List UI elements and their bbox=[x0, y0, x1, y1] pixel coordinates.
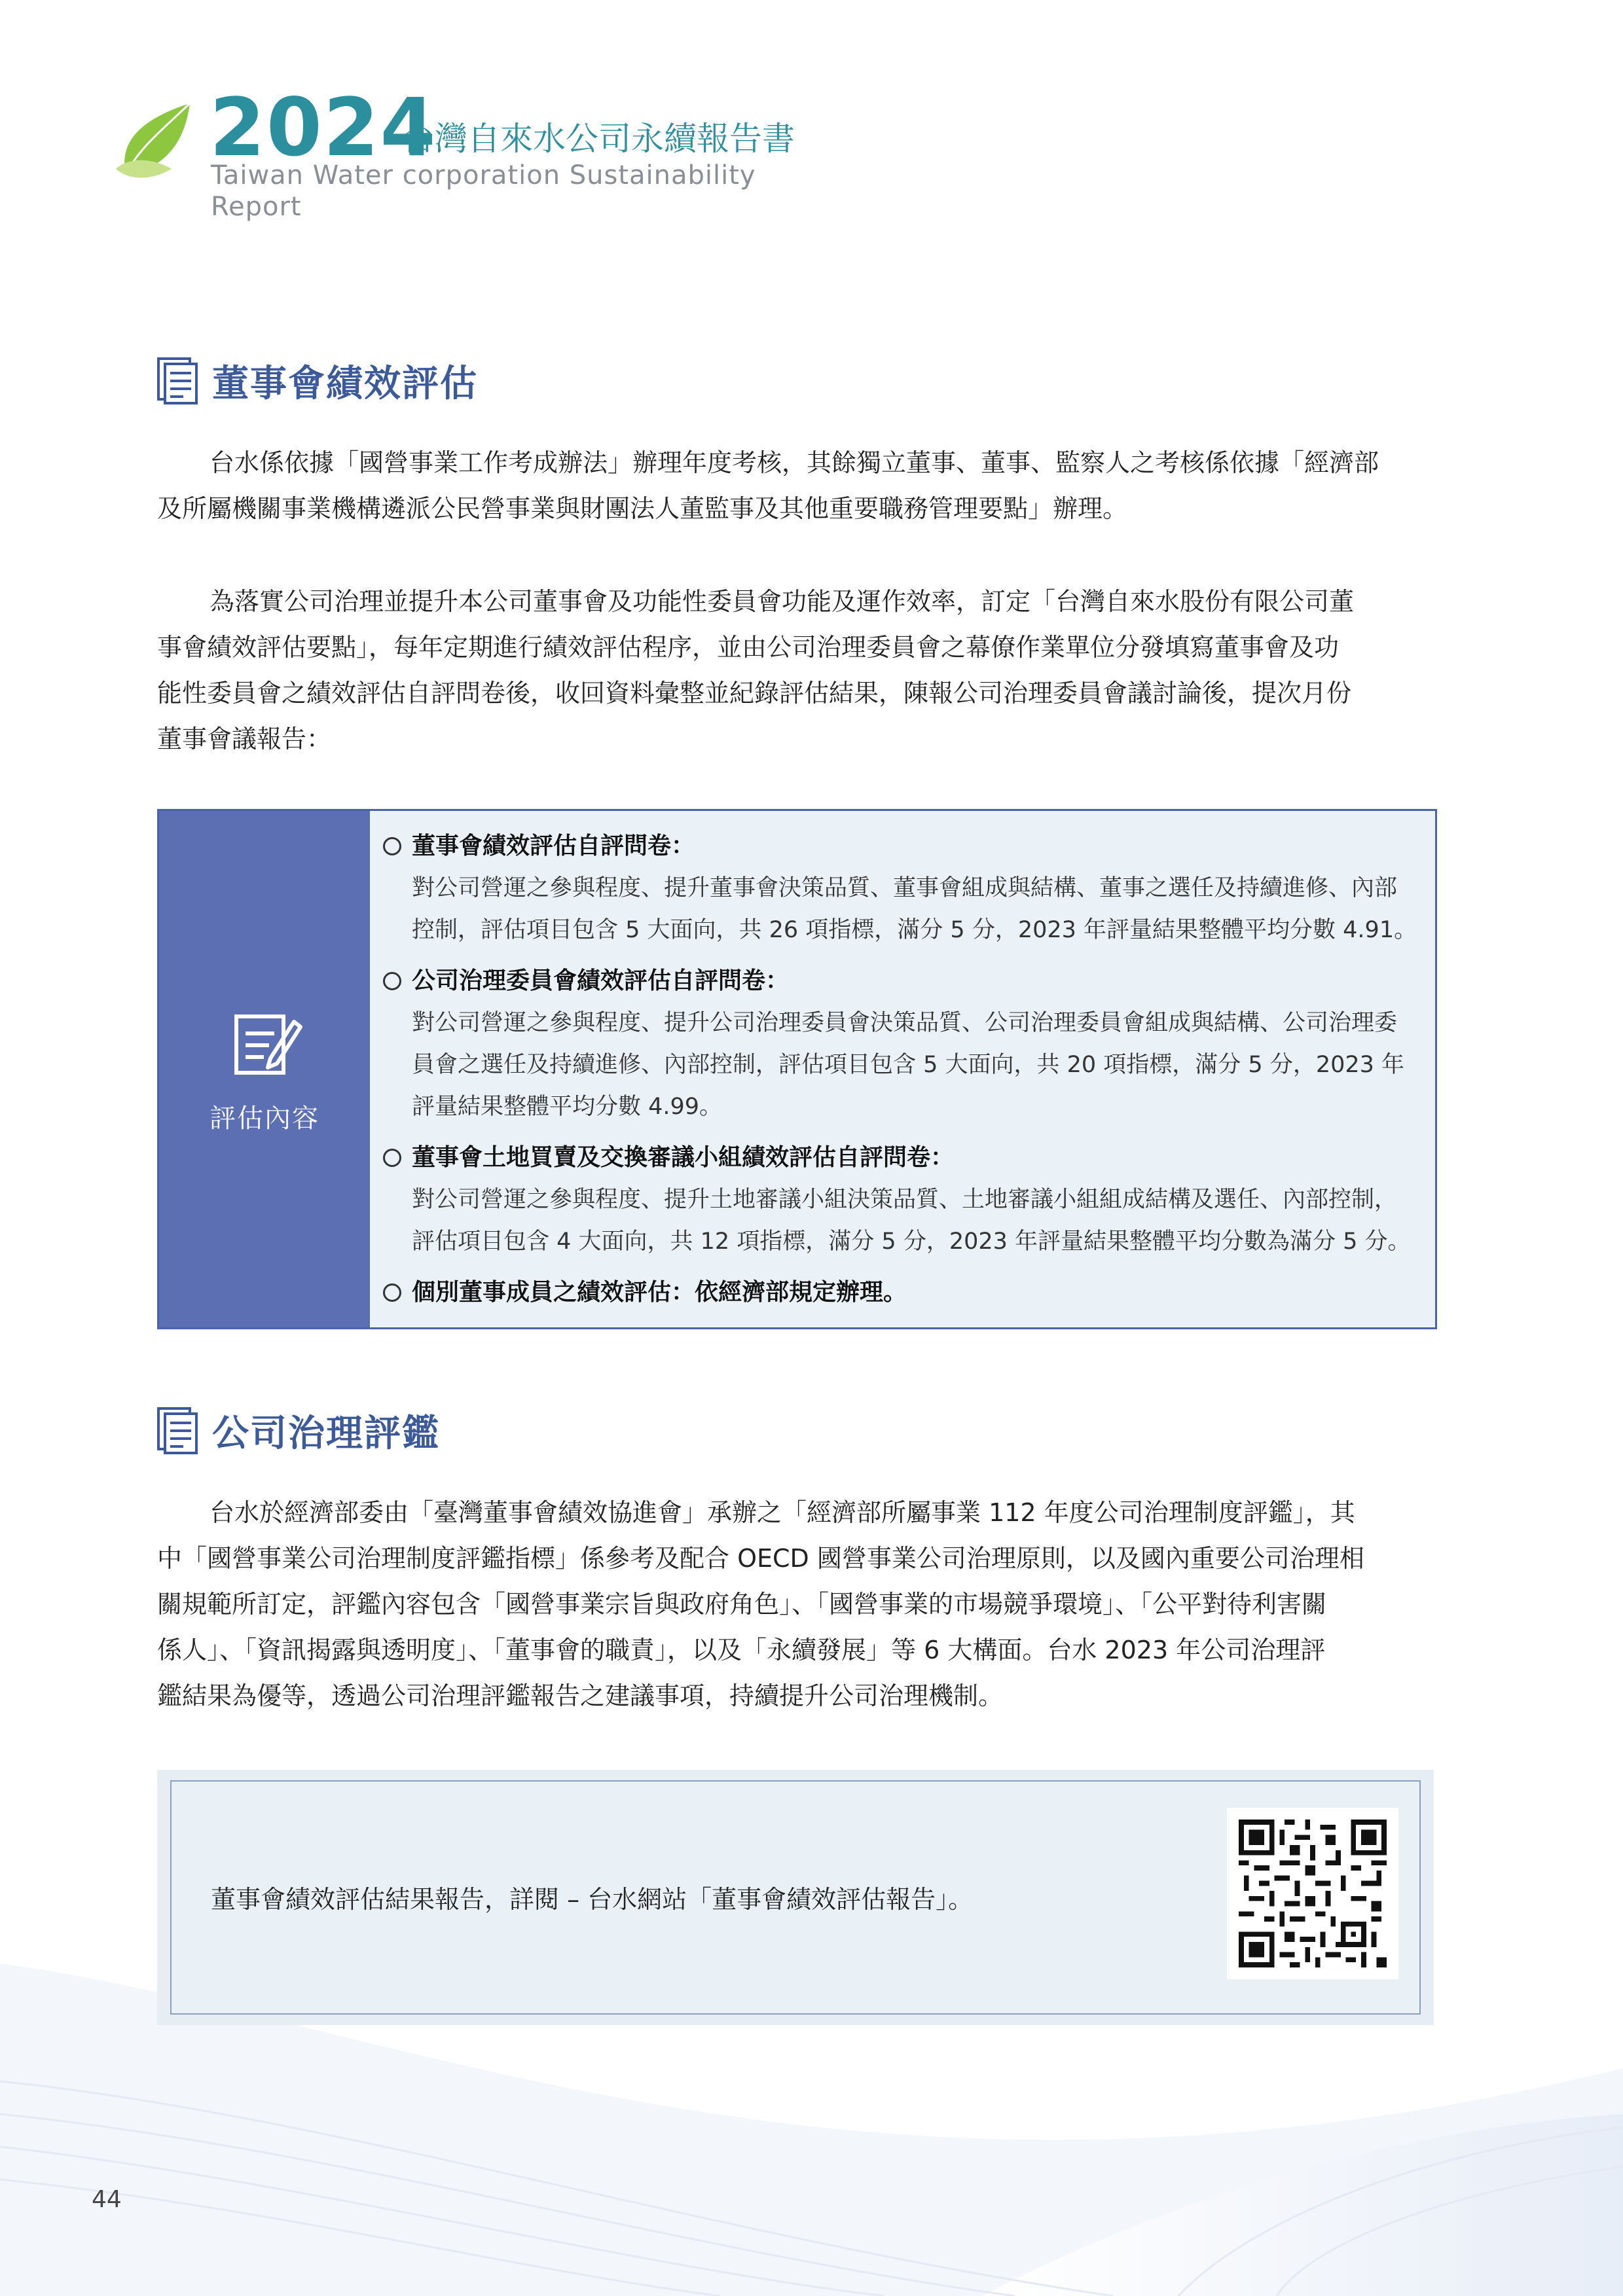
evaluation-items-list bbox=[383, 825, 1424, 1323]
page-number: 44 bbox=[92, 2186, 122, 2213]
paragraph-line: 關規範所訂定，評鑑內容包含「國營事業宗旨與政府角色」、「國營事業的市場競爭環境」、「公平對待利害關 bbox=[157, 1590, 1327, 1619]
paragraph-assessment-basis bbox=[157, 440, 1432, 531]
paragraph-line: 為落實公司治理並提升本公司董事會及功能性委員會功能及運作效率，訂定「台灣自來水股份有限公司董 bbox=[210, 587, 1355, 616]
list-item bbox=[383, 1272, 1424, 1314]
item-line: 評估項目包含 4 大面向，共 12 項指標，滿分 5 分，2023 年評量結果整體平均分數為滿分 5 分。 bbox=[412, 1229, 1411, 1255]
report-link-text[interactable]: 董事會績效評估結果報告，詳閱 – 台水網站「董事會績效評估報告」。 bbox=[211, 1885, 974, 1914]
item-line: 對公司營運之參與程度、提升董事會決策品質、董事會組成與結構、董事之選任及持續進修、內部 bbox=[412, 875, 1398, 901]
paragraph-line: 鑑結果為優等，透過公司治理評鑑報告之建議事項，持續提升公司治理機制。 bbox=[157, 1681, 1004, 1710]
paragraph-line: 中「國營事業公司治理制度評鑑指標」係參考及配合 OECD 國營事業公司治理原則，以及國內重要公司治理相 bbox=[157, 1544, 1364, 1573]
item-heading: 公司治理委員會績效評估自評問卷： bbox=[412, 967, 790, 994]
evaluation-label-panel bbox=[159, 811, 370, 1327]
circle-bullet-icon bbox=[383, 1283, 401, 1302]
paragraph-line: 台水於經濟部委由「臺灣董事會績效協進會」承辦之「經濟部所屬事業 112 年度公司治理制度評鑑」，其 bbox=[210, 1498, 1355, 1527]
section-title-board-evaluation bbox=[157, 355, 478, 407]
evaluation-label: 評估內容 bbox=[210, 1103, 319, 1134]
item-line: 對公司營運之參與程度、提升土地審議小組決策品質、土地審議小組組成結構及選任、內部控制， bbox=[412, 1187, 1398, 1213]
item-heading: 董事會績效評估自評問卷： bbox=[412, 833, 695, 859]
report-header bbox=[113, 81, 833, 222]
paragraph-line: 董事會議報告： bbox=[157, 725, 332, 753]
paragraph-line: 事會績效評估要點」，每年定期進行績效評估程序，並由公司治理委員會之幕僚作業單位分發填寫董事會及功 bbox=[157, 633, 1340, 662]
section-title-governance-evaluation bbox=[157, 1405, 440, 1457]
item-line: 評量結果整體平均分數 4.99。 bbox=[412, 1094, 723, 1120]
paragraph-line: 及所屬機關事業機構遴派公民營事業與財團法人董監事及其他重要職務管理要點」辦理。 bbox=[157, 494, 1128, 523]
paragraph-governance-evaluation bbox=[157, 1490, 1432, 1719]
document-icon bbox=[157, 1407, 198, 1454]
report-link-box bbox=[157, 1770, 1434, 2025]
report-year: 2024 bbox=[210, 81, 437, 174]
list-item bbox=[383, 825, 1424, 951]
report-title-zh: 台灣自來水公司永續報告書 bbox=[402, 120, 795, 158]
item-line: 對公司營運之參與程度、提升公司治理委員會決策品質、公司治理委員會組成與結構、公司治理委 bbox=[412, 1010, 1398, 1036]
item-line: 員會之選任及持續進修、內部控制，評估項目包含 5 大面向，共 20 項指標，滿分 5 分，2023 年 bbox=[412, 1052, 1405, 1078]
edit-document-icon bbox=[231, 1007, 303, 1079]
paragraph-line: 能性委員會之績效評估自評問卷後，收回資料彙整並紀錄評估結果，陳報公司治理委員會議討論後，提次月份 bbox=[157, 679, 1352, 708]
item-line: 控制，評估項目包含 5 大面向，共 26 項指標，滿分 5 分，2023 年評量結果整體平均分數 4.91。 bbox=[412, 917, 1417, 943]
section-heading: 公司治理評鑑 bbox=[212, 1412, 440, 1455]
circle-bullet-icon bbox=[383, 1149, 401, 1167]
report-link-inner bbox=[170, 1780, 1421, 2015]
qr-code-frame[interactable] bbox=[1227, 1808, 1398, 1979]
qr-code[interactable] bbox=[1239, 1820, 1387, 1967]
item-heading: 個別董事成員之績效評估：依經濟部規定辦理。 bbox=[412, 1279, 907, 1306]
circle-bullet-icon bbox=[383, 972, 401, 990]
evaluation-content-box bbox=[157, 809, 1437, 1329]
section-heading: 董事會績效評估 bbox=[212, 363, 478, 405]
document-icon bbox=[157, 357, 198, 404]
paragraph-evaluation-procedure bbox=[157, 579, 1432, 762]
item-heading: 董事會土地買賣及交換審議小組績效評估自評問卷： bbox=[412, 1144, 955, 1171]
circle-bullet-icon bbox=[383, 837, 401, 855]
list-item bbox=[383, 1137, 1424, 1263]
leaf-logo-icon bbox=[113, 97, 198, 182]
list-item bbox=[383, 960, 1424, 1128]
paragraph-line: 係人」、「資訊揭露與透明度」、「董事會的職責」，以及「永續發展」等 6 大構面。台水 2023 年公司治理評 bbox=[157, 1636, 1326, 1664]
report-title-en: Taiwan Water corporation Sustainability Report bbox=[211, 160, 756, 222]
paragraph-line: 台水係依據「國營事業工作考成辦法」辦理年度考核，其餘獨立董事、董事、監察人之考核係依據「經濟部 bbox=[210, 448, 1379, 477]
